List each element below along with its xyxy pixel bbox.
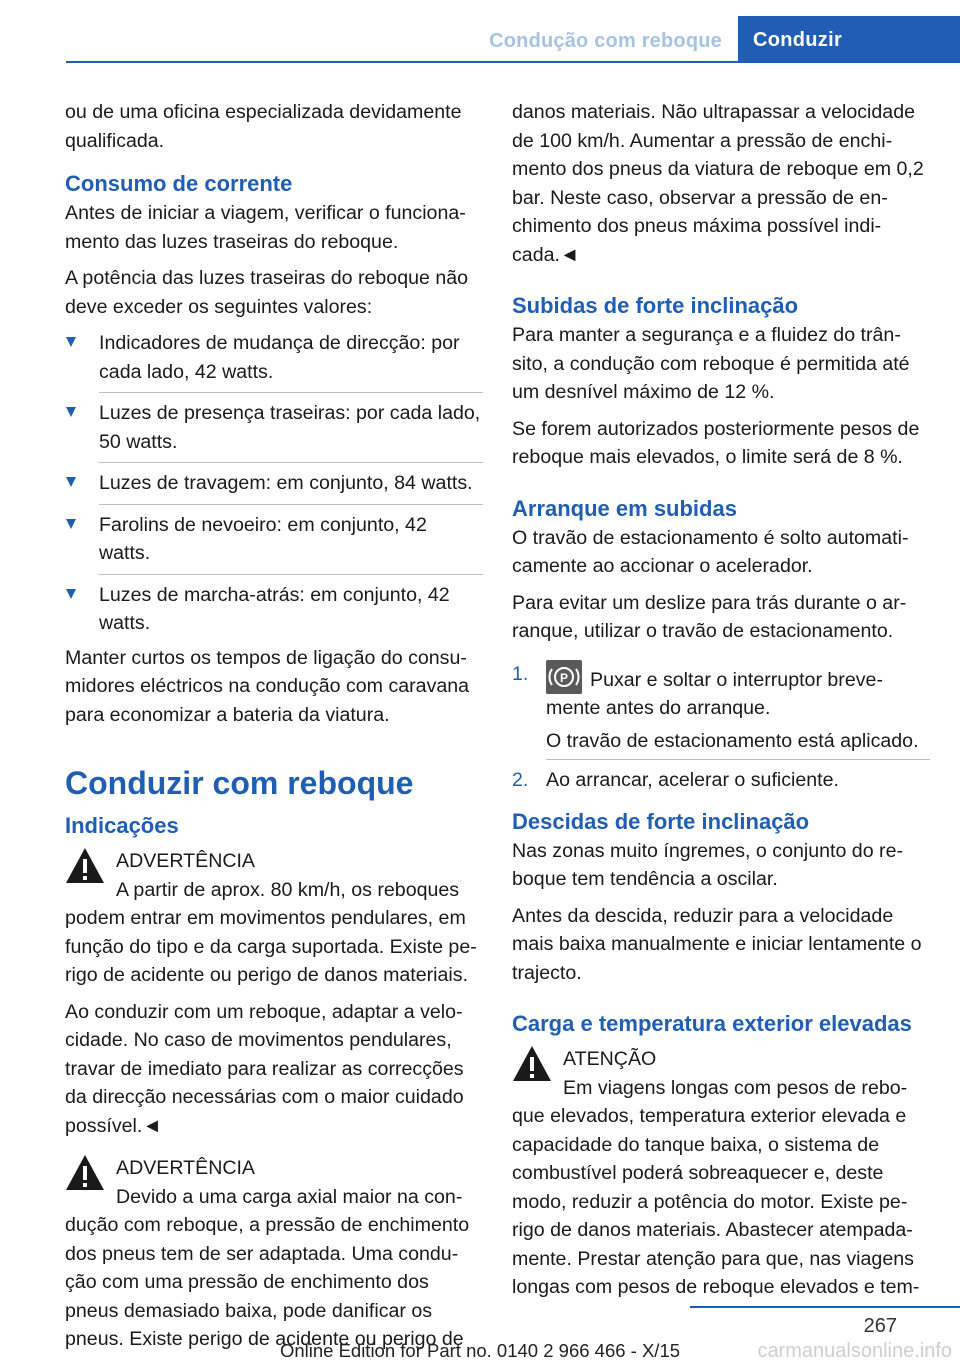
- list-item: [65, 511, 483, 568]
- paragraph-descidas-2: Antes da descida, reduzir para a velocidade mais baixa manualmente e iniciar lentamente o trajecto.: [512, 904, 922, 984]
- paragraph-continued: danos materiais. Não ultrapassar a velocidade de 100 km/h. Aumentar a pressão de enchimento dos pneus da viatura de reboque em 0,2 bar. Neste caso, observar a pressão de enchimento dos pneus máxima possível indicada.◄: [512, 101, 924, 266]
- heading-subidas: Subidas de forte inclinação: [512, 293, 799, 318]
- list-divider: [546, 759, 930, 760]
- triangle-bullet-icon: [66, 589, 76, 599]
- list-item: [65, 399, 483, 456]
- caution-title: ATENÇÃO: [563, 1048, 657, 1070]
- warning-triangle-icon: [65, 847, 105, 884]
- triangle-bullet-icon: [66, 477, 76, 487]
- warning-title: ADVERTÊNCIA: [116, 1157, 256, 1179]
- paragraph-arranque-1: O travão de estacionamento é solto automaticamente ao accionar o acelerador.: [512, 526, 909, 577]
- paragraph-subidas-1: Para manter a segurança e a fluidez do trânsito, a condução com reboque é permitida até um desnível máximo de 12 %.: [512, 324, 910, 403]
- online-edition-note: Online Edition for Part no. 0140 2 966 466 - X/15: [279, 1340, 681, 1361]
- paragraph-warning-continued: Ao conduzir com um reboque, adaptar a velocidade. No caso de movimentos pendulares, travar de imediato para realizar as correcções da direcção necessárias com o maior cuidado possível.◄: [65, 1000, 464, 1137]
- left-column: [65, 98, 483, 1362]
- step-result: O travão de estacionamento está aplicado.: [546, 729, 919, 752]
- step-number: 1.: [512, 662, 529, 685]
- paragraph-subidas-2: Se forem autorizados posteriormente pesos de reboque mais elevados, o limite será de 8 %.: [512, 417, 920, 468]
- step-text: Ao arrancar, acelerar o suficiente.: [546, 769, 839, 791]
- footer-rule: [690, 1306, 960, 1308]
- paragraph-descidas-1: Nas zonas muito íngremes, o conjunto do reboque tem tendência a oscilar.: [512, 839, 903, 890]
- paragraph-consumo-2: A potência das luzes traseiras do reboque não deve exceder os seguintes valores:: [65, 267, 469, 318]
- warning-text: Devido a uma carga axial maior na condução com reboque, a pressão de enchimento dos pneus tem de ser adaptada. Uma condução com uma pressão de enchimento dos pneus demasiado baixa, pode danificar os pneus. Existe perigo de acidente ou perigo de: [65, 1185, 470, 1350]
- warning-title: ADVERTÊNCIA: [116, 850, 256, 872]
- svg-text:P: P: [559, 670, 569, 685]
- watermark: carmanualsonline.info: [757, 1340, 952, 1362]
- paragraph-intro: ou de uma oficina especializada devidamente qualificada.: [65, 101, 462, 152]
- page-header: [0, 0, 960, 62]
- warning-block: [65, 847, 483, 990]
- right-column: [512, 98, 930, 1310]
- caution-text: Em viagens longas com pesos de reboque elevados, temperatura exterior elevada e capacidade do tanque baixa, o sistema de combustível poderá sobreaquecer e, deste modo, reduzir a potência do motor. Existe perigo de danos materiais. Abastecer atempadamente. Prestar atenção para que, nas viagens longas com pesos de reboque elevados e tem-: [512, 1076, 920, 1298]
- header-chapter-tab: Conduzir: [738, 16, 960, 61]
- step-text: Puxar e soltar o interruptor brevemente antes do arranque.: [546, 668, 883, 719]
- list-item-text: Farolins de nevoeiro: em conjunto, 42 watts.: [99, 513, 427, 564]
- parking-brake-icon: [546, 660, 582, 694]
- list-divider: [99, 392, 483, 393]
- list-divider: [99, 462, 483, 463]
- header-rule: [66, 61, 960, 63]
- paragraph-arranque-2: Para evitar um deslize para trás durante o arranque, utilizar o travão de estacionamento.: [512, 591, 907, 642]
- step-item: [512, 766, 930, 795]
- list-divider: [99, 574, 483, 575]
- list-item: [65, 469, 483, 498]
- header-section-title: Condução com reboque: [489, 30, 722, 52]
- heading-consumo: Consumo de corrente: [65, 171, 293, 196]
- warning-triangle-icon: [512, 1045, 552, 1082]
- list-divider: [99, 504, 483, 505]
- heading-descidas: Descidas de forte inclinação: [512, 808, 810, 834]
- triangle-bullet-icon: [66, 407, 76, 417]
- triangle-bullet-icon: [66, 337, 76, 347]
- list-item-text: Luzes de presença traseiras: por cada lado, 50 watts.: [99, 402, 481, 453]
- caution-block: [512, 1045, 930, 1302]
- warning-triangle-icon: [65, 1154, 105, 1191]
- heading-conduzir-com-reboque: Conduzir com reboque: [65, 765, 414, 801]
- step-item: [512, 660, 930, 756]
- warning-text: A partir de aprox. 80 km/h, os reboques podem entrar em movimentos pendulares, em função do tipo e da carga suportada. Existe perigo de acidente ou perigo de danos materiais.: [65, 878, 477, 986]
- steps-list: [512, 660, 930, 795]
- paragraph-consumo-1: Antes de iniciar a viagem, verificar o funcionamento das luzes traseiras do reboque.: [65, 202, 466, 253]
- page-number: 267: [863, 1315, 897, 1337]
- warning-block: [65, 1154, 483, 1354]
- list-item: [65, 581, 483, 638]
- list-item-text: Luzes de travagem: em conjunto, 84 watts.: [99, 472, 473, 494]
- step-number: 2.: [512, 769, 529, 791]
- list-item: [65, 329, 483, 386]
- paragraph-consumo-3: Manter curtos os tempos de ligação do consumidores eléctricos na condução com caravana para economizar a bateria da viatura.: [65, 646, 470, 726]
- heading-arranque: Arranque em subidas: [512, 495, 737, 521]
- list-item-text: Luzes de marcha-atrás: em conjunto, 42 watts.: [99, 583, 450, 634]
- list-item-text: Indicadores de mudança de direcção: por cada lado, 42 watts.: [99, 332, 460, 383]
- triangle-bullet-icon: [66, 519, 76, 529]
- heading-carga: Carga e temperatura exterior elevadas: [512, 1011, 912, 1036]
- wattage-list: [65, 329, 483, 638]
- heading-indicacoes: Indicações: [65, 813, 179, 838]
